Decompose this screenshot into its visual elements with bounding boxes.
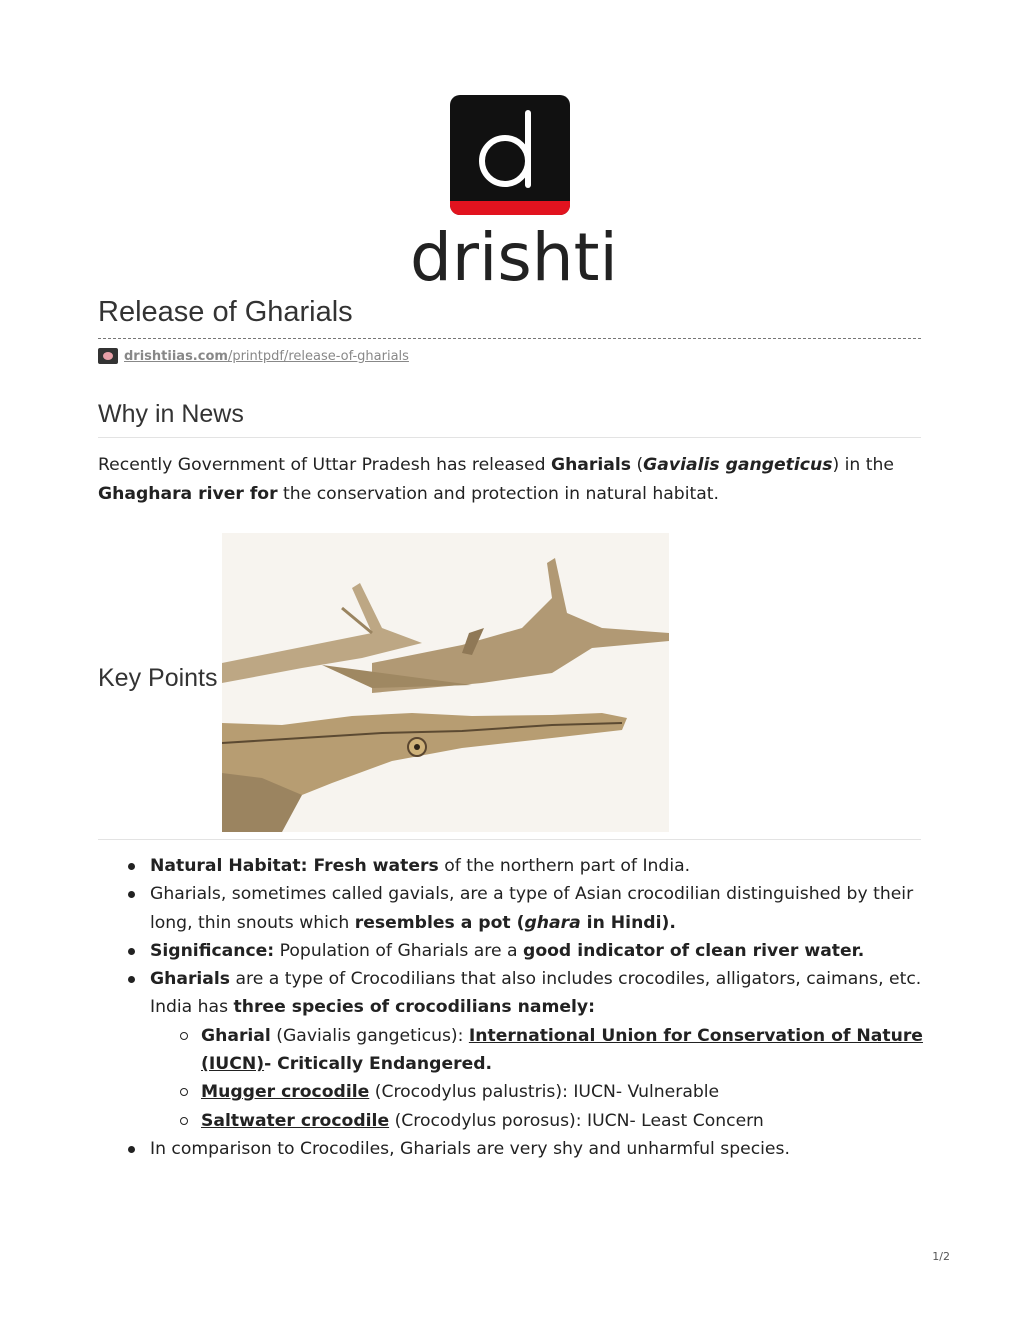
iucn-link[interactable]: International Union for Conservation of Nature (IUCN) [201, 1025, 923, 1075]
source-link-row [98, 348, 409, 364]
list-item: Mugger crocodile (Crocodylus palustris): IUCN- Vulnerable [150, 1078, 938, 1106]
list-item: Natural Habitat: Fresh waters of the northern part of India. [98, 852, 938, 880]
section-divider [98, 437, 921, 438]
list-item: Saltwater crocodile (Crocodylus porosus): IUCN- Least Concern [150, 1107, 938, 1135]
list-item: Gharials, sometimes called gavials, are a type of Asian crocodilian distinguished by their long, thin snouts which resembles a pot (ghara in Hindi). [98, 880, 938, 937]
list-item: Gharial (Gavialis gangeticus): International Union for Conservation of Nature (IUCN)- Critically Endangered. [150, 1022, 938, 1079]
mugger-crocodile-link[interactable]: Mugger crocodile [201, 1082, 370, 1103]
gharial-photo [222, 533, 669, 832]
site-favicon-icon [98, 348, 118, 364]
page-title: Release of Gharials [98, 296, 353, 328]
list-item: Significance: Population of Gharials are a good indicator of clean river water. [98, 937, 938, 965]
title-divider [98, 338, 921, 339]
source-link[interactable]: drishtiias.com/printpdf/release-of-gharials [124, 348, 409, 364]
saltwater-crocodile-link[interactable]: Saltwater crocodile [201, 1110, 390, 1131]
why-in-news-paragraph: Recently Government of Uttar Pradesh has released Gharials (Gavialis gangeticus) in the Ghaghara river for the conservation and protection in natural habitat. [98, 455, 894, 504]
why-in-news-heading: Why in News [98, 400, 244, 428]
page-number: 1/2 [932, 1250, 950, 1263]
section-divider [98, 839, 921, 840]
drishti-wordmark: drishti [410, 219, 618, 296]
key-points-list [98, 852, 938, 1163]
species-list [150, 1022, 938, 1135]
list-item: Gharials are a type of Crocodilians that also includes crocodiles, alligators, caimans, etc. India has three species of crocodilians namely: Gharial (Gavialis gangeticus): International Union for Conservation of Nature (IUCN)- Critically Endangered. Mugger crocodile (Crocodylus palustris): IUCN- Vulnerable Saltwater crocodile (Crocodylus porosus): IUCN- Least Concern [98, 965, 938, 1135]
list-item: In comparison to Crocodiles, Gharials are very shy and unharmful species. [98, 1135, 938, 1163]
drishti-logo-icon [450, 95, 570, 215]
key-points-heading: Key Points [98, 664, 218, 692]
